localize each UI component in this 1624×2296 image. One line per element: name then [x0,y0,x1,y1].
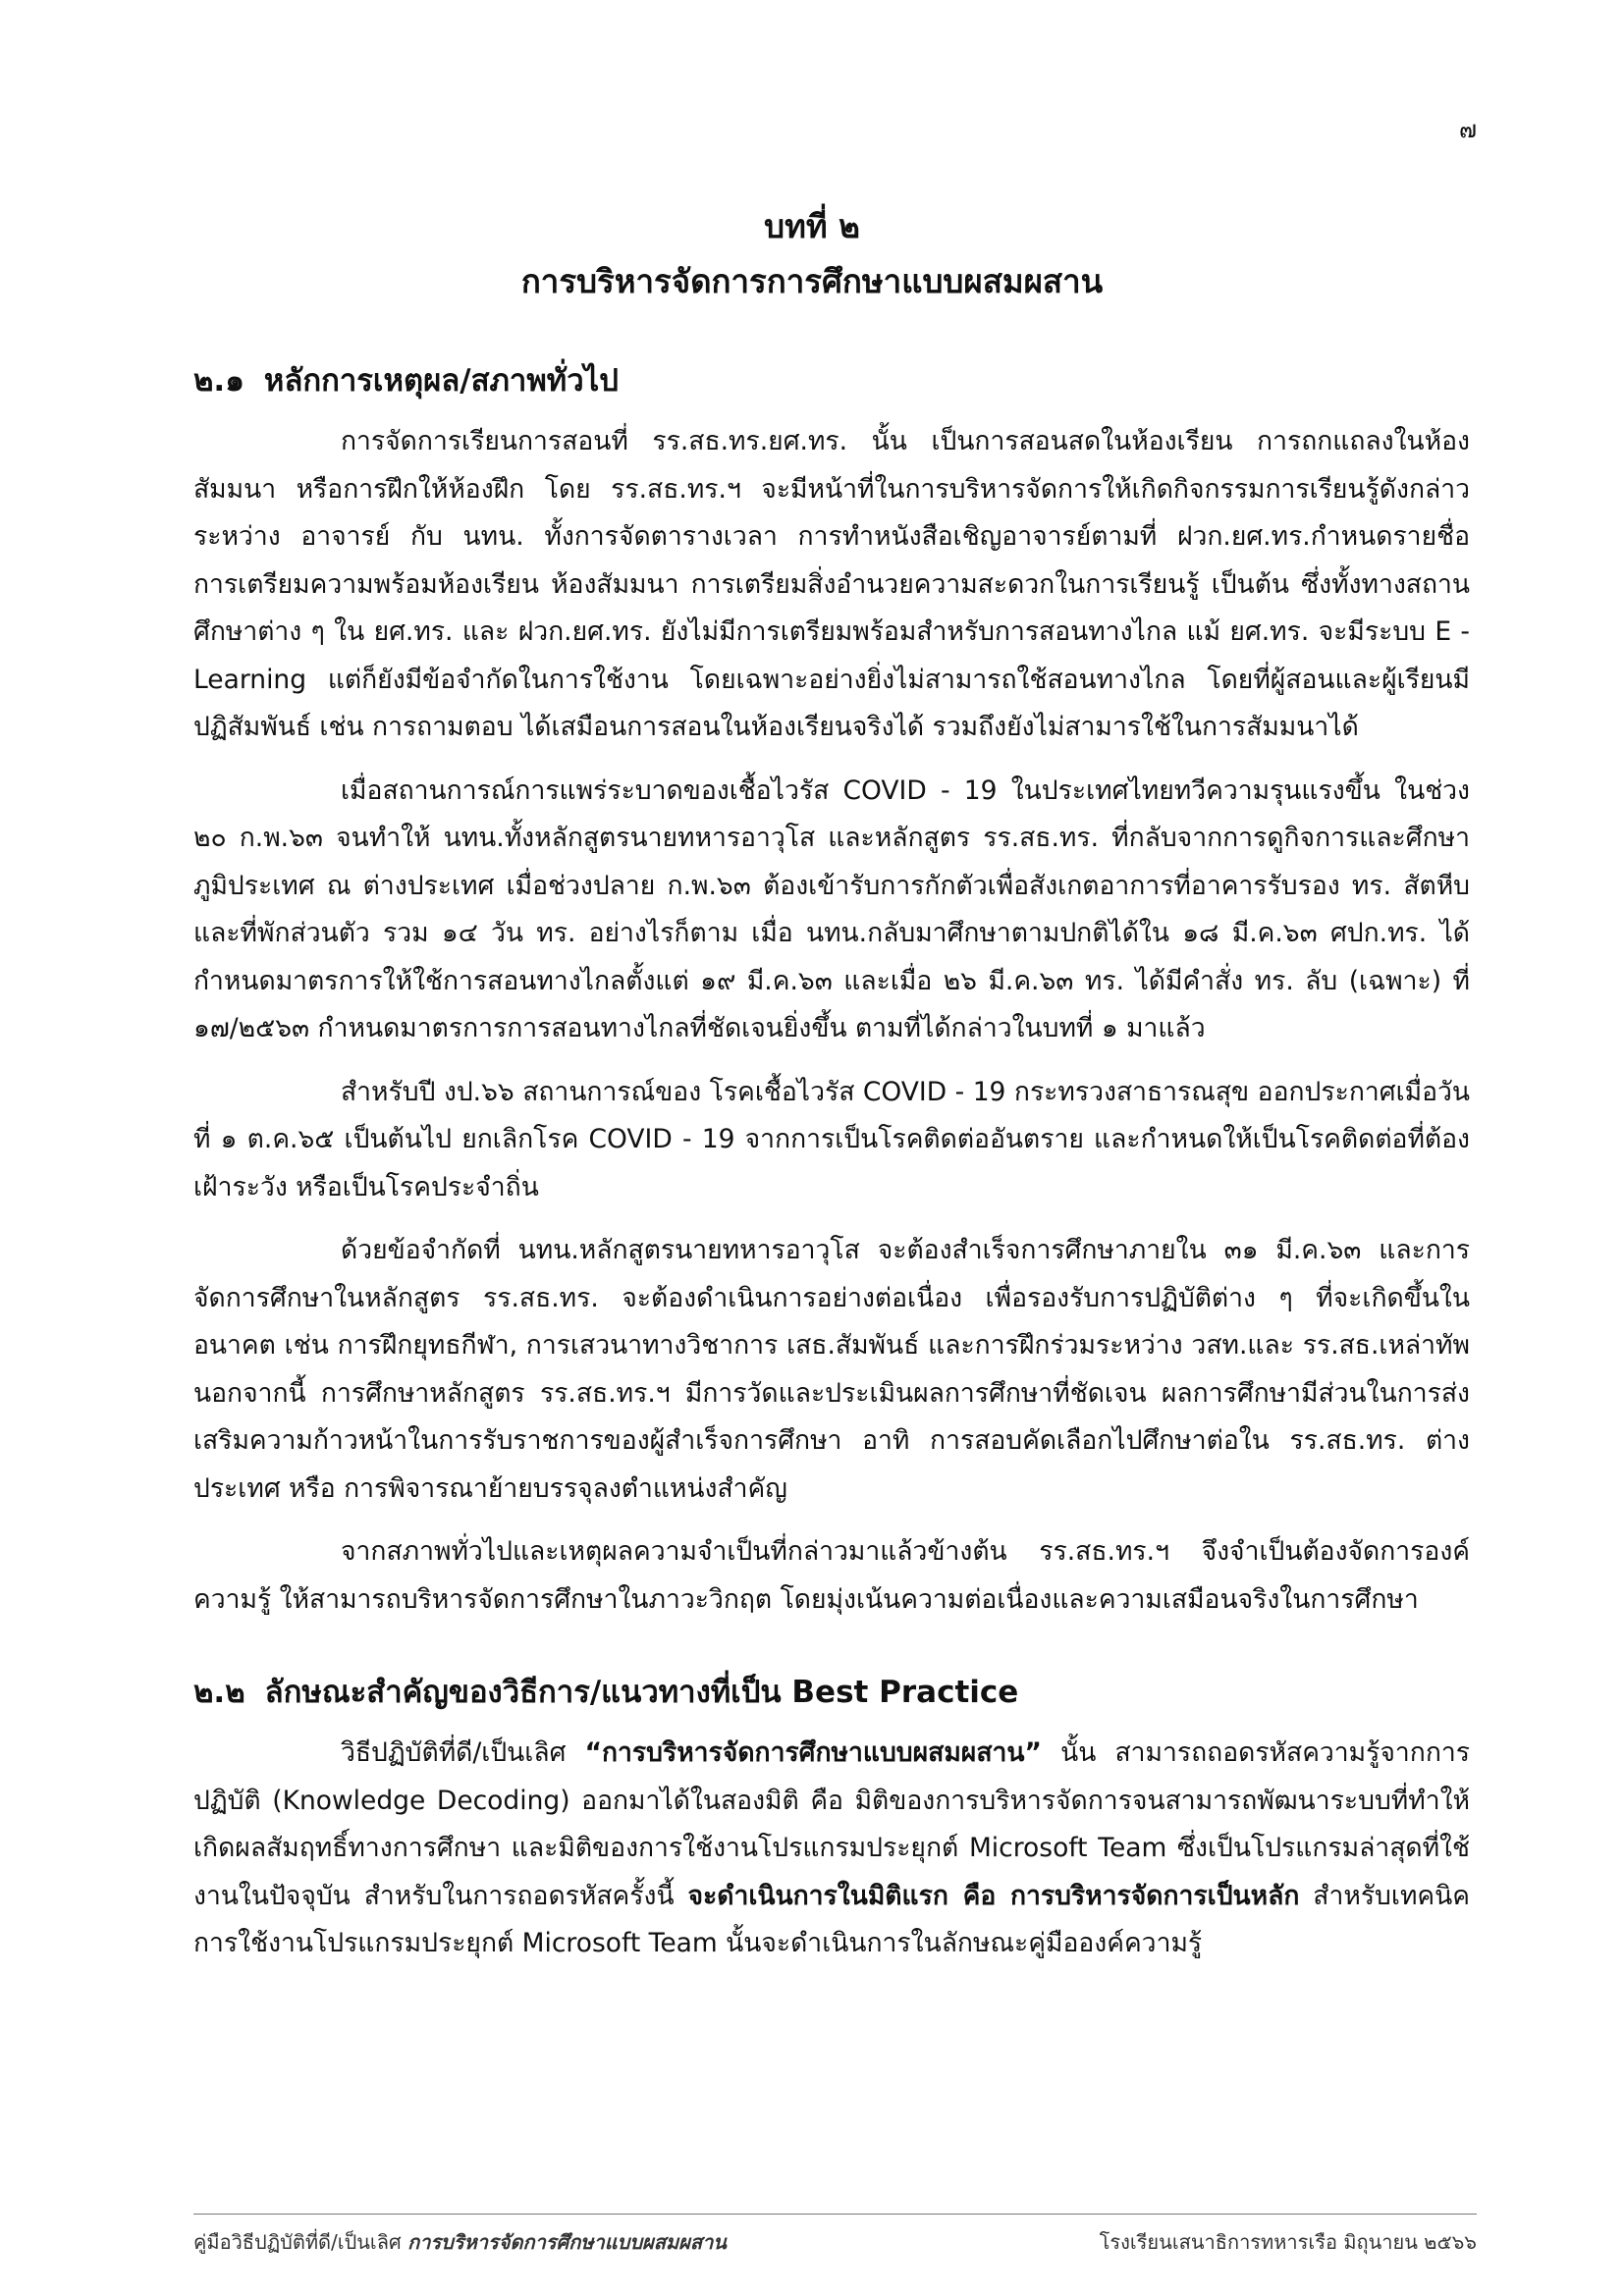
paragraph-bold-text: “การบริหารจัดการศึกษาแบบผสมผสาน” [584,1737,1042,1768]
page-content [193,355,1470,1984]
paragraph: ด้วยข้อจำกัดที่ นทน.หลักสูตรนายทหารอาวุโส จะต้องสำเร็จการศึกษาภายใน ๓๑ มี.ค.๖๓ และการจัดการศึกษาในหลักสูตร รร.สธ.ทร. จะต้องดำเนินการอย่างต่อเนื่อง เพื่อรองรับการปฏิบัติต่าง ๆ ที่จะเกิดขึ้นในอนาคต เช่น การฝึกยุทธกีฬา, การเสวนาทางวิชาการ เสธ.สัมพันธ์ และการฝึกร่วมระหว่าง วสท.และ รร.สธ.เหล่าทัพ นอกจากนี้ การศึกษาหลักสูตร รร.สธ.ทร.ฯ มีการวัดและประเมินผลการศึกษาที่ชัดเจน ผลการศึกษามีส่วนในการส่งเสริมความก้าวหน้าในการรับราชการของผู้สำเร็จการศึกษา อาทิ การสอบคัดเลือกไปศึกษาต่อใน รร.สธ.ทร. ต่างประเทศ หรือ การพิจารณาย้ายบรรจุลงตำแหน่งสำคัญ [193,1235,1470,1504]
footer-left [193,2226,727,2258]
section-heading-2-2 [193,1667,1470,1718]
paragraph: จากสภาพทั่วไปและเหตุผลความจำเป็นที่กล่าวมาแล้วข้างต้น รร.สธ.ทร.ฯ จึงจำเป็นต้องจัดการองค์ความรู้ ให้สามารถบริหารจัดการศึกษาในภาวะวิกฤต โดยมุ่งเน้นความต่อเนื่องและความเสมือนจริงในการศึกษา [193,1536,1470,1615]
section-number: ๒.๒ [193,1675,245,1710]
footer-right: โรงเรียนเสนาธิการทหารเรือ มิถุนายน ๒๕๖๖ [1099,2230,1477,2254]
section-heading-2-1 [193,355,1470,406]
section-number: ๒.๑ [193,363,244,399]
paragraph [193,1730,1470,1968]
footer-divider [193,2214,1477,2215]
chapter-name: การบริหารจัดการการศึกษาแบบผสมผสาน [520,262,1104,300]
footer-prefix: คู่มือวิธีปฏิบัติที่ดี/เป็นเลิศ [193,2230,408,2254]
paragraph-text: วิธีปฏิบัติที่ดี/เป็นเลิศ [341,1737,585,1768]
paragraph: สำหรับปี งป.๖๖ สถานการณ์ของ โรคเชื้อไวรัส COVID - 19 กระทรวงสาธารณสุข ออกประกาศเมื่อวันที่ ๑ ต.ค.๖๕ เป็นต้นไป ยกเลิกโรค COVID - 19 จากการเป็นโรคติดต่ออันตราย และกำหนดให้เป็นโรคติดต่อที่ต้องเฝ้าระวัง หรือเป็นโรคประจำถิ่น [193,1076,1470,1202]
footer-title: การบริหารจัดการศึกษาแบบผสมผสาน [407,2230,727,2254]
section-title: หลักการเหตุผล/สภาพทั่วไป [263,363,619,399]
paragraph: เมื่อสถานการณ์การแพร่ระบาดของเชื้อไวรัส COVID - 19 ในประเทศไทยทวีความรุนแรงขึ้น ในช่วง ๒๐ ก.พ.๖๓ จนทำให้ นทน.ทั้งหลักสูตรนายทหารอาวุโส และหลักสูตร รร.สธ.ทร. ที่กลับจากการดูกิจการและศึกษาภูมิประเทศ ณ ต่างประเทศ เมื่อช่วงปลาย ก.พ.๖๓ ต้องเข้ารับการกักตัวเพื่อสังเกตอาการที่อาคารรับรอง ทร. สัตหีบ และที่พักส่วนตัว รวม ๑๔ วัน ทร. อย่างไรก็ตาม เมื่อ นทน.กลับมาศึกษาตามปกติได้ใน ๑๘ มี.ค.๖๓ ศปก.ทร. ได้กำหนดมาตรการให้ใช้การสอนทางไกลตั้งแต่ ๑๙ มี.ค.๖๓ และเมื่อ ๒๖ มี.ค.๖๓ ทร. ได้มีคำสั่ง ทร. ลับ (เฉพาะ) ที่ ๑๗/๒๕๖๓ กำหนดมาตรการการสอนทางไกลที่ชัดเจนยิ่งขึ้น ตามที่ได้กล่าวในบทที่ ๑ มาแล้ว [193,774,1470,1043]
chapter-number: บทที่ ๒ [764,207,860,245]
section-title: ลักษณะสำคัญของวิธีการ/แนวทางที่เป็น Best Practice [264,1675,1019,1710]
paragraph-text: สำหรับเทคนิคการใช้งานโปรแกรมประยุกต์ Microsoft Team นั้นจะดำเนินการในลักษณะคู่มือองค์ความรู้ [193,1880,1470,1958]
paragraph-text: นั้น สามารถถอดรหัสความรู้จากการปฏิบัติ (Knowledge Decoding) ออกมาได้ในสองมิติ คือ มิติของการบริหารจัดการจนสามารถพัฒนาระบบที่ทำให้เกิดผลสัมฤทธิ์ทางการศึกษา และมิติของการใช้งานโปรแกรมประยุกต์ Microsoft Team ซึ่งเป็นโปรแกรมล่าสุดที่ใช้งานในปัจจุบัน สำหรับในการถอดรหัสครั้งนี้ [193,1737,1470,1911]
paragraph: การจัดการเรียนการสอนที่ รร.สธ.ทร.ยศ.ทร. นั้น เป็นการสอนสดในห้องเรียน การถกแถลงในห้องสัมมนา หรือการฝึกให้ห้องฝึก โดย รร.สธ.ทร.ฯ จะมีหน้าที่ในการบริหารจัดการให้เกิดกิจกรรมการเรียนรู้ดังกล่าว ระหว่าง อาจารย์ กับ นทน. ทั้งการจัดตารางเวลา การทำหนังสือเชิญอาจารย์ตามที่ ฝวก.ยศ.ทร.กำหนดรายชื่อ การเตรียมความพร้อมห้องเรียน ห้องสัมมนา การเตรียมสิ่งอำนวยความสะดวกในการเรียนรู้ เป็นต้น ซึ่งทั้งทางสถานศึกษาต่าง ๆ ใน ยศ.ทร. และ ฝวก.ยศ.ทร. ยังไม่มีการเตรียมพร้อมสำหรับการสอนทางไกล แม้ ยศ.ทร. จะมีระบบ E - Learning แต่ก็ยังมีข้อจำกัดในการใช้งาน โดยเฉพาะอย่างยิ่งไม่สามารถใช้สอนทางไกล โดยที่ผู้สอนและผู้เรียนมีปฏิสัมพันธ์ เช่น การถามตอบ ได้เสมือนการสอนในห้องเรียนจริงได้ รวมถึงยังไม่สามารใช้ในการสัมมนาได้ [193,426,1470,742]
paragraph-bold-text: จะดำเนินการในมิติแรก คือ การบริหารจัดการเป็นหลัก [687,1880,1300,1911]
chapter-title [193,199,1431,309]
page-number: ๗ [1458,116,1477,143]
